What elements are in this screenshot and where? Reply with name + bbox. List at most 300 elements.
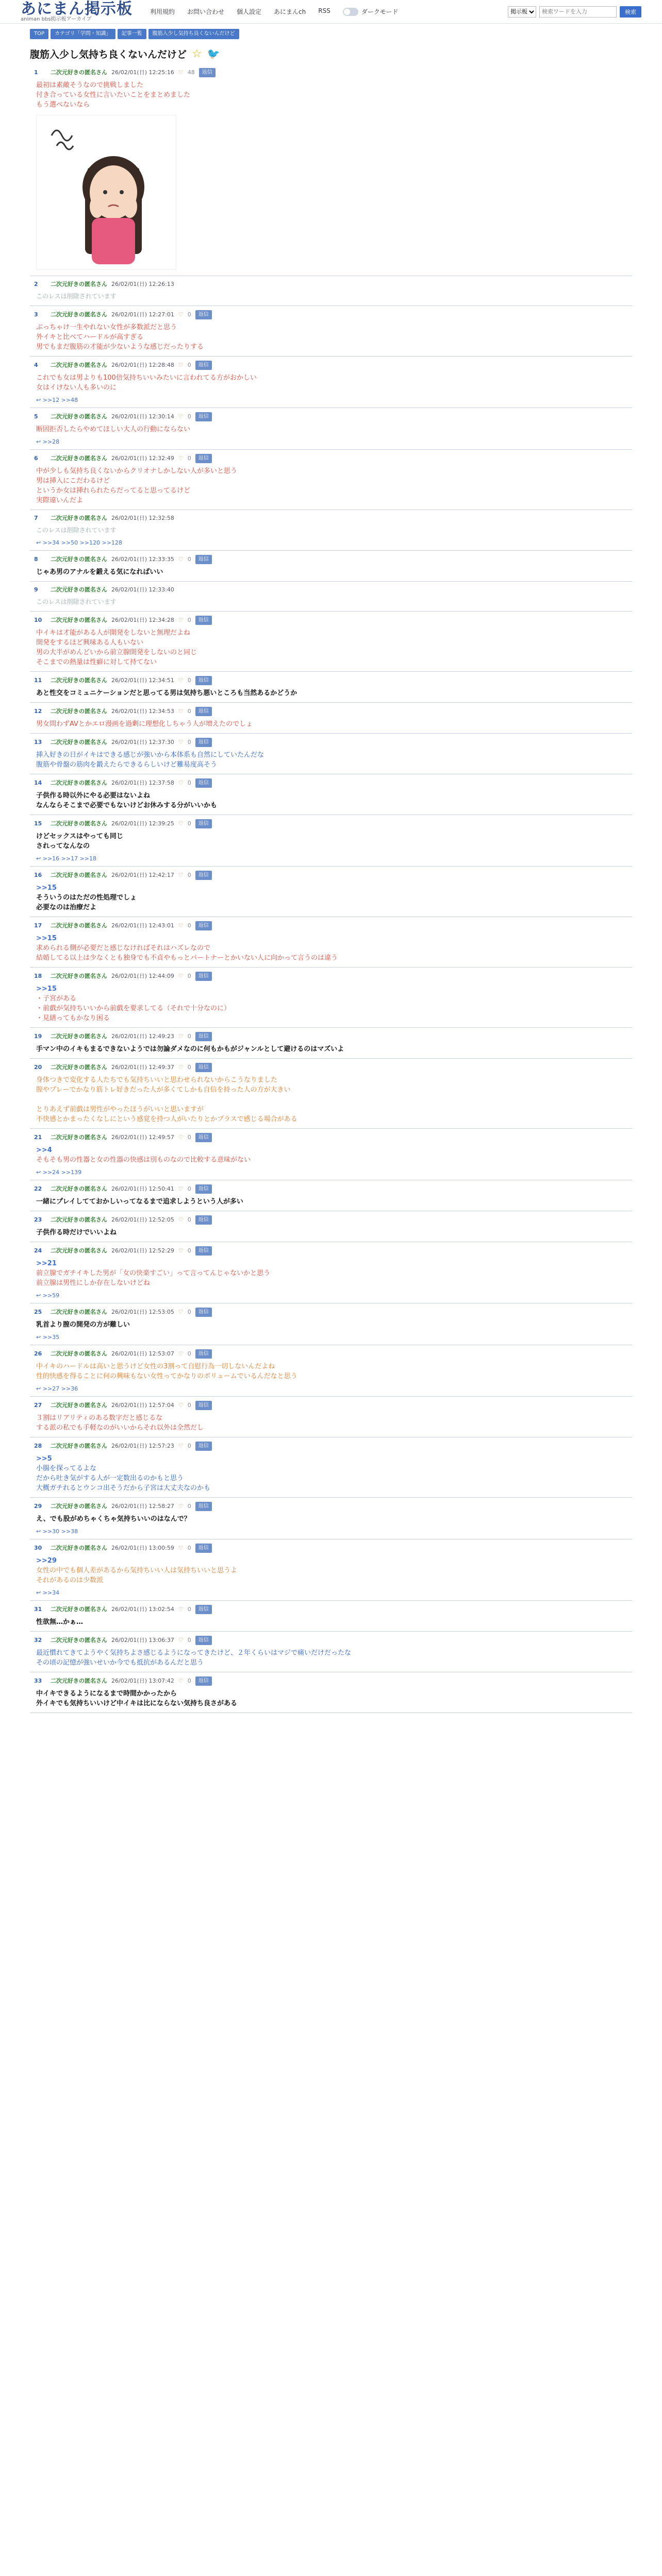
post-meta: [34, 616, 632, 625]
reply-button[interactable]: 返信: [195, 871, 212, 880]
reply-button[interactable]: 返信: [195, 1502, 212, 1511]
like-count: 0: [187, 708, 191, 715]
post-meta: [34, 972, 632, 981]
post-number[interactable]: 22: [34, 1185, 42, 1192]
post-author: 二次元好きの匿名さん: [51, 69, 107, 76]
post-body: ぶっちゃけ一生やれない女性が多数派だと思う 外イキと比べてハードルが高すぎる 男でもまだ腹筋の才能が少ないような感じだったりする: [36, 324, 204, 351]
reply-arrow-icon: ↩: [36, 1385, 43, 1392]
post-body: 身体つきで変化する人たちでも気持ちいいと思わせられないからこうなりました 膣やプレーでかなり筋トレ好きだった人が多くてしかも自信を持った人の方が大きい とりあえず前戯は男性がやったほうがいいと思いますが 不快感とかまったくなしにという感覚を持つ人がいたりとかプラスで感じる場合がある: [36, 1076, 297, 1123]
reply-links[interactable]: >>12 >>48: [42, 397, 78, 403]
like-heart-icon[interactable]: ♡: [178, 1247, 184, 1254]
post-meta: [34, 1349, 632, 1359]
search-button[interactable]: 検索: [620, 6, 641, 18]
post-meta: [34, 310, 632, 319]
reply-button[interactable]: 返信: [195, 1032, 212, 1041]
logo-subtitle: animan bbs掲示板アーカイブ: [21, 16, 92, 22]
post-number[interactable]: 31: [34, 1606, 42, 1613]
post-number[interactable]: 27: [34, 1402, 42, 1409]
reply-links[interactable]: >>59: [42, 1292, 60, 1299]
reply-links[interactable]: >>16 >>17 >>18: [42, 855, 97, 862]
post-body: 前立腺でガチイキした男が「女の快楽すごい」って言ってんじゃないかと思う 前立腺は男性にしか存在しないけどね: [36, 1269, 271, 1287]
like-count: 0: [187, 1185, 191, 1192]
post-replies[interactable]: [34, 397, 632, 403]
like-heart-icon[interactable]: ♡: [178, 69, 184, 76]
post-number[interactable]: 13: [34, 739, 42, 745]
post-number[interactable]: 2: [34, 281, 38, 287]
post-item: [30, 1437, 632, 1498]
like-count: 0: [187, 1402, 191, 1409]
post-date: 26/02/01(日) 12:33:35: [111, 556, 174, 563]
post-number[interactable]: 25: [34, 1309, 42, 1315]
post-author: 二次元好きの匿名さん: [51, 739, 107, 745]
like-heart-icon[interactable]: ♡: [178, 556, 184, 563]
post-date: 26/02/01(日) 12:30:14: [111, 413, 174, 420]
post-item: [30, 1498, 632, 1539]
post-author: 二次元好きの匿名さん: [51, 1402, 107, 1409]
reply-arrow-icon: ↩: [36, 1169, 43, 1176]
post-author: 二次元好きの匿名さん: [51, 872, 107, 878]
post-date: 26/02/01(日) 12:52:05: [111, 1216, 174, 1223]
post-number[interactable]: 24: [34, 1247, 42, 1254]
post-anchor-link[interactable]: >>5: [36, 1455, 52, 1463]
post-meta: [34, 1032, 632, 1041]
post-date: 26/02/01(日) 12:32:49: [111, 455, 174, 462]
post-date: 26/02/01(日) 12:53:07: [111, 1350, 174, 1357]
like-count: 0: [187, 973, 191, 979]
post-body: 乳首より膣の開発の方が難しい: [36, 1321, 130, 1329]
post-meta: [34, 454, 632, 463]
reply-button[interactable]: 返信: [195, 1308, 212, 1317]
like-heart-icon[interactable]: ♡: [178, 1350, 184, 1357]
post-body: ３割はリアリティのある数字だと感じるな する派の私でも手軽なのがいいからそれ以外は全然だし: [36, 1414, 204, 1432]
like-heart-icon[interactable]: ♡: [178, 973, 184, 979]
post-replies[interactable]: [34, 1385, 632, 1392]
like-heart-icon[interactable]: ♡: [178, 413, 184, 420]
post-body: ・子宮がある ・前戯が気持ちいいから前戯を要求してる（それで十分なのに） ・見繕ってもかなり困る: [36, 995, 231, 1022]
post-author: 二次元好きの匿名さん: [51, 311, 107, 318]
like-heart-icon[interactable]: ♡: [178, 779, 184, 786]
post-item: [30, 1397, 632, 1437]
post-body: 最近慣れてきてようやく気持ちよさ感じるようになってきたけど、２年くらいはマジで痛いだけだったな その頃の記憶が強いせいか今でも抵抗があるんだと思う: [36, 1649, 352, 1667]
post-number[interactable]: 30: [34, 1545, 42, 1551]
like-count: 0: [187, 739, 191, 745]
reply-links[interactable]: >>34: [42, 1589, 60, 1596]
post-date: 26/02/01(日) 12:58:27: [111, 1503, 174, 1510]
post-image[interactable]: [36, 115, 176, 269]
like-heart-icon[interactable]: ♡: [178, 1402, 184, 1409]
post-item: [30, 672, 632, 703]
post-number[interactable]: 12: [34, 708, 42, 715]
like-heart-icon[interactable]: ♡: [178, 820, 184, 827]
breadcrumb-top[interactable]: TOP: [30, 29, 48, 39]
like-count: 0: [187, 1309, 191, 1315]
reply-button[interactable]: 返信: [195, 1133, 212, 1142]
post-replies[interactable]: [34, 1292, 632, 1299]
post-date: 26/02/01(日) 12:34:51: [111, 677, 174, 684]
like-heart-icon[interactable]: ♡: [178, 1503, 184, 1510]
post-body: 求められる側が必要だと感じなければそれはハズレなので 結婚してる以上は少なくとも独身でも不貞やもっとパートナーとかいない人に向かって言うのは違う: [36, 944, 338, 962]
post-author: 二次元好きの匿名さん: [51, 455, 107, 462]
thread-title: 腹筋入少し気持ち良くないんだけど: [30, 48, 187, 60]
post-replies[interactable]: [34, 1169, 632, 1176]
post-item: [30, 510, 632, 551]
post-date: 26/02/01(日) 12:53:05: [111, 1309, 174, 1315]
reply-button[interactable]: 返信: [195, 1544, 212, 1553]
post-date: 26/02/01(日) 12:37:58: [111, 779, 174, 786]
breadcrumb-category[interactable]: カテゴリ「学問・知識」: [51, 29, 115, 39]
like-heart-icon[interactable]: ♡: [178, 617, 184, 623]
post-meta: [34, 586, 632, 594]
post-number[interactable]: 9: [34, 586, 38, 593]
like-heart-icon[interactable]: ♡: [178, 1309, 184, 1315]
post-date: 26/02/01(日) 12:43:01: [111, 922, 174, 929]
reply-button[interactable]: 返信: [195, 1215, 212, 1225]
post-anchor-link[interactable]: >>4: [36, 1146, 52, 1154]
like-heart-icon[interactable]: ♡: [178, 1637, 184, 1643]
reply-links[interactable]: >>28: [42, 438, 60, 445]
reply-button[interactable]: 返信: [195, 616, 212, 625]
nav-terms-link[interactable]: 利用規約: [150, 8, 175, 15]
post-number[interactable]: 11: [34, 677, 42, 684]
post-meta: [34, 1063, 632, 1072]
post-item: [30, 64, 632, 276]
like-count: 48: [187, 69, 195, 76]
reply-button[interactable]: 返信: [195, 310, 212, 319]
like-heart-icon[interactable]: ♡: [178, 1033, 184, 1040]
post-author: 二次元好きの匿名さん: [51, 1247, 107, 1254]
post-list: [30, 64, 632, 1713]
reply-links[interactable]: >>30 >>38: [42, 1528, 78, 1535]
reply-button[interactable]: 返信: [195, 778, 212, 788]
post-anchor-link[interactable]: >>15: [36, 935, 57, 942]
post-date: 26/02/01(日) 12:39:25: [111, 820, 174, 827]
post-anchor-link[interactable]: >>15: [36, 884, 57, 892]
post-replies[interactable]: [34, 539, 632, 546]
post-date: 26/02/01(日) 12:50:41: [111, 1185, 174, 1192]
post-body: そもそも男の性器と女の性器の快感は別ものなので比較する意味がない: [36, 1156, 251, 1164]
post-body: このレスは削除されています: [36, 598, 117, 605]
post-item: [30, 1211, 632, 1242]
post-item: [30, 582, 632, 612]
like-count: 0: [187, 1545, 191, 1551]
search-scope-select[interactable]: [508, 6, 536, 18]
post-number[interactable]: 33: [34, 1677, 42, 1684]
reply-button[interactable]: 返信: [195, 1063, 212, 1072]
like-heart-icon[interactable]: ♡: [178, 922, 184, 929]
like-heart-icon[interactable]: ♡: [178, 677, 184, 684]
post-date: 26/02/01(日) 13:06:37: [111, 1637, 174, 1643]
post-meta: [34, 819, 632, 828]
like-count: 0: [187, 820, 191, 827]
post-number[interactable]: 3: [34, 311, 38, 318]
like-heart-icon[interactable]: ♡: [178, 1443, 184, 1449]
post-number[interactable]: 32: [34, 1637, 42, 1643]
post-body: あと性交をコミュニケーションだと思ってる男は気持ち悪いところも当然あるかどうか: [36, 689, 297, 697]
post-author: 二次元好きの匿名さん: [51, 820, 107, 827]
post-item: [30, 408, 632, 450]
like-count: 0: [187, 1677, 191, 1684]
post-body: 一緒にプレイしてておかしいってなるまで追求しようという人が多い: [36, 1198, 243, 1206]
reply-button[interactable]: 返信: [195, 676, 212, 685]
post-body: これでも女は男よりも100倍気持ちいいみたいに言われてる方がおかしい 女はイけない人も多いのに: [36, 374, 257, 392]
post-meta: [34, 555, 632, 564]
post-item: [30, 276, 632, 306]
thread-container: [0, 39, 662, 1713]
reply-button[interactable]: 返信: [195, 707, 212, 716]
post-number[interactable]: 1: [34, 69, 38, 76]
post-item: [30, 815, 632, 867]
search-bar: [508, 6, 641, 18]
reply-links[interactable]: >>34 >>50 >>120 >>128: [42, 539, 122, 546]
top-nav: [150, 7, 330, 16]
post-body: 最初は素敵そうなので挑戦しました 付き合っている女性に言いたいことをまとめました もう選べないなら: [36, 81, 191, 109]
reply-links[interactable]: >>27 >>36: [42, 1385, 78, 1392]
post-number[interactable]: 17: [34, 922, 42, 929]
post-body: このレスは削除されています: [36, 293, 117, 300]
post-meta: [34, 1308, 632, 1317]
post-date: 26/02/01(日) 12:25:16: [111, 69, 174, 76]
post-author: 二次元好きの匿名さん: [51, 281, 107, 287]
post-body: 挿入好きの日がイキはできる感じが強いから本体系も自然にしていたんだな 腹筋や骨盤の筋肉を鍛えたらできるらしいけど難易度高そう: [36, 751, 264, 769]
post-number[interactable]: 10: [34, 617, 42, 623]
nav-contact-link[interactable]: お問い合わせ: [187, 8, 225, 15]
search-input[interactable]: [539, 6, 617, 18]
post-meta: [34, 1676, 632, 1686]
post-author: 二次元好きの匿名さん: [51, 1545, 107, 1551]
reply-button[interactable]: 返信: [195, 555, 212, 564]
post-number[interactable]: 14: [34, 779, 42, 786]
like-count: 0: [187, 311, 191, 318]
post-anchor-link[interactable]: >>15: [36, 985, 57, 993]
like-heart-icon[interactable]: ♡: [178, 1606, 184, 1613]
reply-button[interactable]: 返信: [195, 1184, 212, 1194]
post-body: 手マン中のイキもまるできないようでは勿論ダメなのに何もかもがジャンルとして避けるのはマズいよ: [36, 1045, 344, 1053]
post-date: 26/02/01(日) 12:49:57: [111, 1134, 174, 1141]
post-author: 二次元好きの匿名さん: [51, 708, 107, 715]
post-body: 中イキのハードルは高いと思うけど女性の3割って自慰行為一切しないんだよね 性的快感を得ることに何の興味もない女性ってかなりのボリュームでいるんだなと思う: [36, 1363, 297, 1380]
post-number[interactable]: 4: [34, 362, 38, 368]
post-item: [30, 612, 632, 672]
post-date: 26/02/01(日) 13:00:59: [111, 1545, 174, 1551]
post-author: 二次元好きの匿名さん: [51, 922, 107, 929]
post-body: 中イキは才能がある人が開発をしないと無理だよね 開発をするほど興味ある人もいない 男の大半がめんどいから前立腺開発をしないのと同じ そこまでの熱量は性癖に対して持てない: [36, 629, 197, 666]
post-body: 中イキできるようになるまで時間かかったから 外イキでも気持ちいいけど中イキは比にならない気持ち良さがある: [36, 1690, 238, 1707]
post-body: 性欲無…かぁ…: [36, 1618, 84, 1626]
site-logo[interactable]: [21, 2, 133, 22]
reply-button[interactable]: 返信: [199, 68, 216, 77]
post-author: 二次元好きの匿名さん: [51, 973, 107, 979]
post-author: 二次元好きの匿名さん: [51, 1185, 107, 1192]
reply-arrow-icon: ↩: [36, 1334, 43, 1341]
post-number[interactable]: 8: [34, 556, 38, 563]
like-count: 0: [187, 1247, 191, 1254]
post-item: [30, 703, 632, 734]
post-meta: [34, 1502, 632, 1511]
reply-button[interactable]: 返信: [195, 1442, 212, 1451]
nav-rss-link[interactable]: RSS: [318, 7, 330, 14]
post-date: 26/02/01(日) 12:33:40: [111, 586, 174, 593]
post-author: 二次元好きの匿名さん: [51, 1216, 107, 1223]
post-item: [30, 1303, 632, 1345]
post-item: [30, 1601, 632, 1632]
like-heart-icon[interactable]: ♡: [178, 739, 184, 745]
reply-button[interactable]: 返信: [195, 1246, 212, 1256]
post-body: 女性の中でも個人差があるから気持ちいい人は気持ちいいと思うよ それがあるのは少数派: [36, 1567, 238, 1584]
reply-button[interactable]: 返信: [195, 921, 212, 930]
reply-arrow-icon: ↩: [36, 855, 43, 862]
post-body: え、でも股がめちゃくちゃ気持ちいいのはなんで？: [36, 1515, 191, 1523]
reply-arrow-icon: ↩: [36, 397, 43, 403]
reply-arrow-icon: ↩: [36, 539, 43, 546]
post-number[interactable]: 18: [34, 973, 42, 979]
reply-arrow-icon: ↩: [36, 438, 43, 445]
post-body: 中が少しも気持ち良くないからクリオナしかしない人が多いと思う 男は挿入にこだわるけど というか女は挿れられたらだってると思ってるけど 実際違いんだよ: [36, 467, 237, 504]
post-item: [30, 867, 632, 917]
like-count: 0: [187, 677, 191, 684]
twitter-share-icon[interactable]: 🐦: [207, 47, 220, 60]
post-date: 26/02/01(日) 13:07:42: [111, 1677, 174, 1684]
reply-links[interactable]: >>35: [42, 1334, 60, 1341]
post-author: 二次元好きの匿名さん: [51, 1637, 107, 1643]
dark-mode-toggle[interactable]: [343, 8, 358, 16]
post-date: 26/02/01(日) 12:34:53: [111, 708, 174, 715]
post-meta: [34, 1442, 632, 1451]
breadcrumb-thread[interactable]: 腹筋入少し気持ち良くないんだけど: [148, 29, 239, 39]
post-author: 二次元好きの匿名さん: [51, 1309, 107, 1315]
post-item: [30, 734, 632, 774]
post-item: [30, 1129, 632, 1180]
post-body: 男女問わずAVとかエロ漫画を過剰に理想化しちゃう人が増えたのでしょ: [36, 720, 253, 728]
post-number[interactable]: 26: [34, 1350, 42, 1357]
reply-button[interactable]: 返信: [195, 972, 212, 981]
post-item: [30, 357, 632, 408]
post-author: 二次元好きの匿名さん: [51, 617, 107, 623]
like-heart-icon[interactable]: ♡: [178, 362, 184, 368]
post-meta: [34, 68, 632, 77]
post-item: [30, 450, 632, 510]
post-author: 二次元好きの匿名さん: [51, 677, 107, 684]
breadcrumb-list[interactable]: 記事一覧: [118, 29, 146, 39]
reply-button[interactable]: 返信: [195, 1636, 212, 1645]
post-replies[interactable]: [34, 855, 632, 862]
reply-arrow-icon: ↩: [36, 1528, 43, 1535]
post-number[interactable]: 20: [34, 1064, 42, 1071]
like-heart-icon[interactable]: ♡: [178, 455, 184, 462]
post-meta: [34, 778, 632, 788]
post-number[interactable]: 5: [34, 413, 38, 420]
post-number[interactable]: 6: [34, 455, 38, 462]
nav-animanch-link[interactable]: あにまんch: [274, 8, 306, 15]
post-date: 26/02/01(日) 12:49:23: [111, 1033, 174, 1040]
post-number[interactable]: 16: [34, 872, 42, 878]
dark-mode-control[interactable]: [343, 7, 399, 16]
post-number[interactable]: 7: [34, 515, 38, 521]
reply-button[interactable]: 返信: [195, 454, 212, 463]
post-author: 二次元好きの匿名さん: [51, 1677, 107, 1684]
breadcrumb: [0, 24, 662, 39]
like-heart-icon[interactable]: ♡: [178, 1064, 184, 1071]
post-date: 26/02/01(日) 12:44:09: [111, 973, 174, 979]
thread-header: [30, 43, 632, 64]
post-item: [30, 1632, 632, 1672]
post-replies[interactable]: [34, 1528, 632, 1535]
reply-links[interactable]: >>24 >>139: [42, 1169, 82, 1176]
post-anchor-link[interactable]: >>29: [36, 1557, 57, 1565]
reply-button[interactable]: 返信: [195, 738, 212, 747]
like-count: 0: [187, 1134, 191, 1141]
post-body: けどセックスはやっても同じ されってなんなの: [36, 833, 123, 850]
like-count: 0: [187, 455, 191, 462]
reply-button[interactable]: 返信: [195, 819, 212, 828]
post-item: [30, 1345, 632, 1397]
favorite-star-icon[interactable]: ☆: [192, 47, 202, 60]
post-replies[interactable]: [34, 1589, 632, 1596]
post-number[interactable]: 23: [34, 1216, 42, 1223]
post-author: 二次元好きの匿名さん: [51, 1033, 107, 1040]
like-count: 0: [187, 1064, 191, 1071]
like-heart-icon[interactable]: ♡: [178, 708, 184, 715]
like-heart-icon[interactable]: ♡: [178, 1185, 184, 1192]
post-author: 二次元好きの匿名さん: [51, 586, 107, 593]
reply-button[interactable]: 返信: [195, 412, 212, 421]
post-number[interactable]: 28: [34, 1443, 42, 1449]
like-count: 0: [187, 779, 191, 786]
reply-button[interactable]: 返信: [195, 361, 212, 370]
like-heart-icon[interactable]: ♡: [178, 872, 184, 878]
post-number[interactable]: 21: [34, 1134, 42, 1141]
post-item: [30, 1539, 632, 1601]
post-anchor-link[interactable]: >>21: [36, 1260, 57, 1267]
like-heart-icon[interactable]: ♡: [178, 1216, 184, 1223]
post-author: 二次元好きの匿名さん: [51, 515, 107, 521]
post-author: 二次元好きの匿名さん: [51, 556, 107, 563]
logo-title: あにまん掲示板: [21, 0, 133, 18]
post-item: [30, 306, 632, 357]
post-author: 二次元好きの匿名さん: [51, 1606, 107, 1613]
like-heart-icon[interactable]: ♡: [178, 311, 184, 318]
like-heart-icon[interactable]: ♡: [178, 1545, 184, 1551]
post-item: [30, 1180, 632, 1211]
like-heart-icon[interactable]: ♡: [178, 1134, 184, 1141]
reply-button[interactable]: 返信: [195, 1401, 212, 1410]
nav-settings-link[interactable]: 個人設定: [237, 8, 262, 15]
post-replies[interactable]: [34, 1334, 632, 1341]
post-meta: [34, 1133, 632, 1142]
post-number[interactable]: 29: [34, 1503, 42, 1510]
post-number[interactable]: 15: [34, 820, 42, 827]
like-count: 0: [187, 1503, 191, 1510]
post-item: [30, 968, 632, 1028]
post-body: じゃあ男のアナルを鍛える気になればいい: [36, 568, 163, 576]
reply-button[interactable]: 返信: [195, 1676, 212, 1686]
like-count: 0: [187, 1443, 191, 1449]
post-author: 二次元好きの匿名さん: [51, 362, 107, 368]
post-meta: [34, 514, 632, 522]
post-meta: [34, 1184, 632, 1194]
like-count: 0: [187, 872, 191, 878]
post-meta: [34, 1544, 632, 1553]
post-number[interactable]: 19: [34, 1033, 42, 1040]
post-meta: [34, 1605, 632, 1614]
reply-button[interactable]: 返信: [195, 1605, 212, 1614]
post-meta: [34, 412, 632, 421]
post-author: 二次元好きの匿名さん: [51, 1064, 107, 1071]
like-count: 0: [187, 617, 191, 623]
post-author: 二次元好きの匿名さん: [51, 1443, 107, 1449]
reply-button[interactable]: 返信: [195, 1349, 212, 1359]
like-heart-icon[interactable]: ♡: [178, 1677, 184, 1684]
post-replies[interactable]: [34, 438, 632, 445]
